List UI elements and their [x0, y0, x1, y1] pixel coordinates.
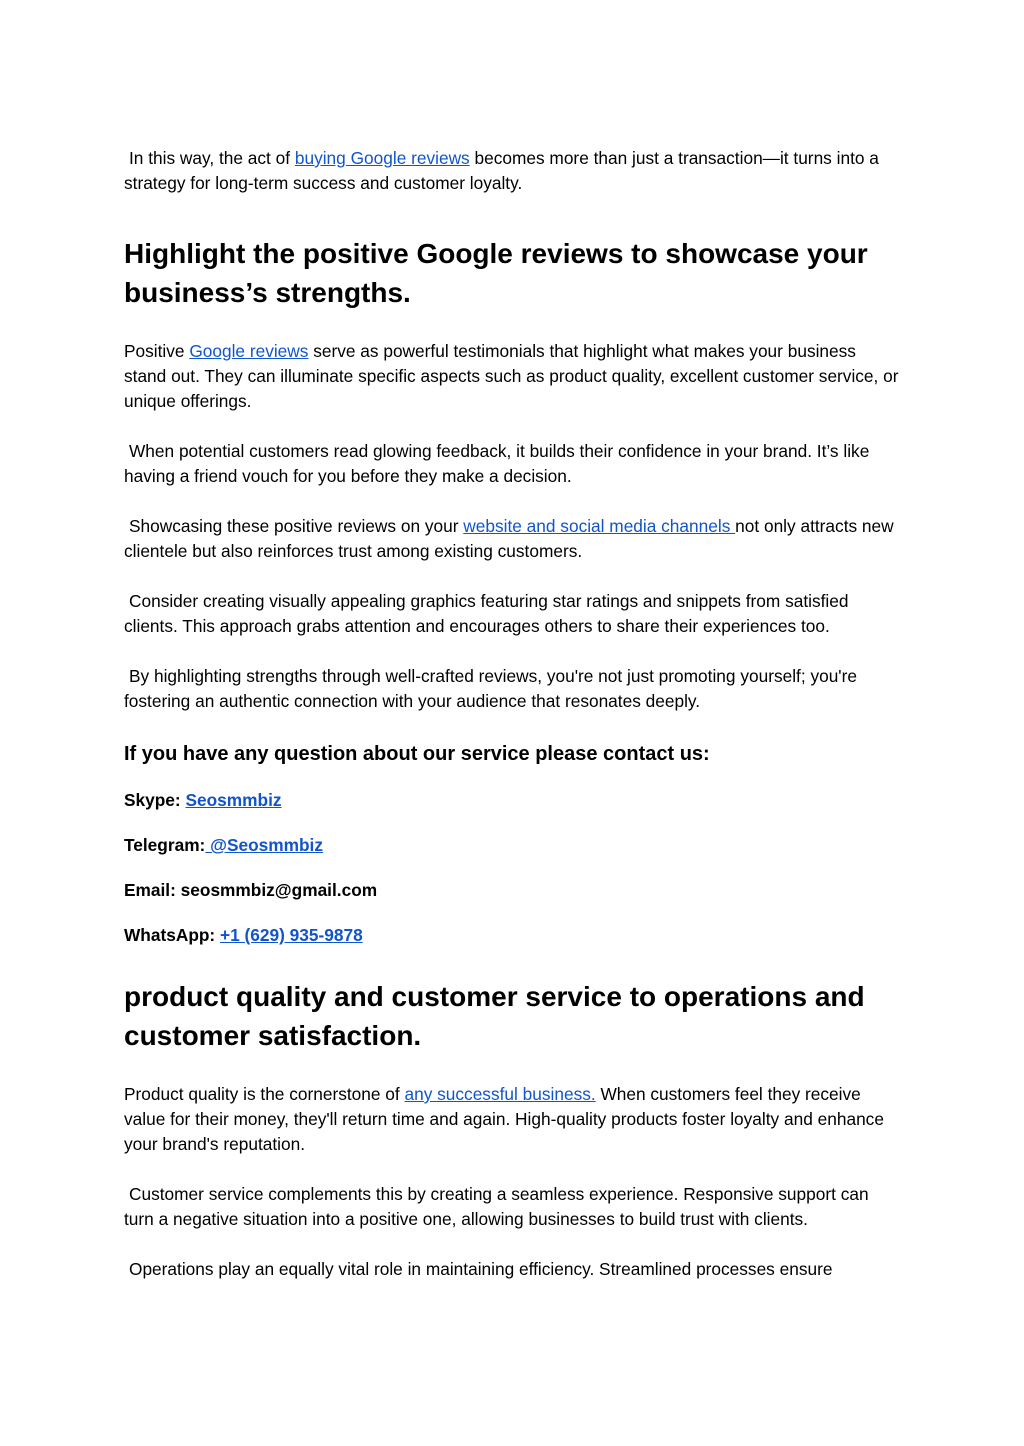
intro-paragraph: In this way, the act of buying Google reviews becomes more than just a transaction—it turns into a strategy for long-term success and customer loyalty. — [124, 148, 879, 193]
contact-heading: If you have any question about our service please contact us: — [124, 743, 710, 765]
contact-telegram: Telegram: @Seosmmbiz — [124, 835, 323, 855]
email-address: seosmmbiz@gmail.com — [180, 880, 378, 900]
google-reviews-link[interactable]: Google reviews — [189, 341, 309, 361]
any-successful-business-link[interactable]: any successful business. — [404, 1084, 596, 1104]
section1-paragraph-2: When potential customers read glowing feedback, it builds their confidence in your brand. It’s like having a friend vouch for you before they make a decision. — [124, 441, 870, 486]
section1-heading: Highlight the positive Google reviews to showcase your business’s strengths. — [124, 238, 868, 308]
section1-paragraph-5: By highlighting strengths through well-crafted reviews, you're not just promoting yourself; you're fostering an authentic connection with your audience that resonates deeply. — [124, 666, 857, 711]
section2-paragraph-3: Operations play an equally vital role in maintaining efficiency. Streamlined processes ensure — [129, 1259, 833, 1279]
buying-google-reviews-link[interactable]: buying Google reviews — [294, 148, 470, 168]
section1-paragraph-1: Positive Google reviews serve as powerful testimonials that highlight what makes your business stand out. They can illuminate specific aspects such as product quality, excellent customer service, or unique offerings. — [124, 341, 899, 411]
section2-paragraph-1: Product quality is the cornerstone of any successful business. When customers feel they receive value for their money, they'll return time and again. High-quality products foster loyalty and enhance your brand's reputation. — [124, 1084, 884, 1154]
section1-paragraph-4: Consider creating visually appealing graphics featuring star ratings and snippets from satisfied clients. This approach grabs attention and encourages others to share their experiences too. — [124, 591, 849, 636]
whatsapp-link[interactable]: +1 (629) 935-9878 — [220, 925, 363, 945]
skype-link[interactable]: Seosmmbiz — [185, 790, 282, 810]
contact-email: Email: seosmmbiz@gmail.com — [124, 880, 378, 900]
document-page — [124, 146, 900, 1282]
contact-whatsapp: WhatsApp: +1 (629) 935-9878 — [124, 925, 363, 945]
website-social-media-link[interactable]: website and social media channels — [463, 516, 736, 536]
section2-heading: product quality and customer service to operations and customer satisfaction. — [124, 981, 865, 1051]
section1-paragraph-3: Showcasing these positive reviews on your website and social media channels not only attracts new clientele but also reinforces trust among existing customers. — [124, 516, 894, 561]
telegram-link[interactable]: @Seosmmbiz — [205, 835, 323, 855]
contact-skype: Skype: Seosmmbiz — [124, 790, 282, 810]
section2-paragraph-2: Customer service complements this by creating a seamless experience. Responsive support can turn a negative situation into a positive one, allowing businesses to build trust with clients. — [124, 1184, 869, 1229]
